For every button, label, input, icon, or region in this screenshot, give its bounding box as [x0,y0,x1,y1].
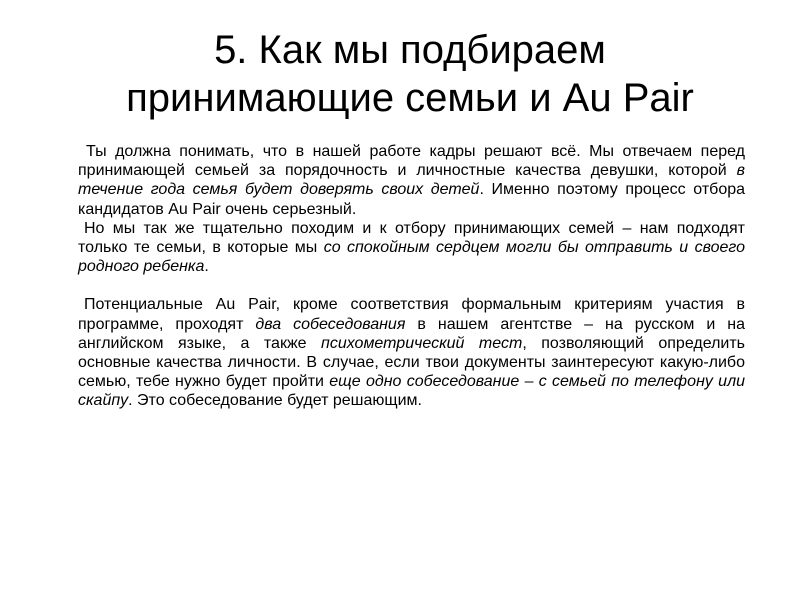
p1-text-1: Ты должна понимать, что в нашей работе кадры решают всё. Мы отвечаем перед принимающей семьей за порядочность и личностные качества девушки, которой [78,143,745,180]
title-line-2: принимающие семьи и Au Pair [126,76,694,120]
paragraph-selection-families [78,219,745,277]
p3-italic-1: два собеседования [255,315,406,333]
slide-body [78,142,745,411]
slide-title [60,26,760,122]
p3-italic-2: психометрический тест [321,334,523,352]
p2-italic-1: со спокойным сердцем могли бы отправить и своего родного ребенка [78,239,745,276]
p3-text-4: . Это собеседование будет решающим. [128,392,422,410]
p1-text-2: . Именно поэтому процесс отбора кандидатов Au Pair очень серьезный. [78,181,746,218]
p2-text-1: Но мы так же тщательно походим и к отбору принимающих семей – нам подходят только те семьи, в которые мы [78,219,745,257]
p1-italic-1: в течение года семья будет доверять своих детей [78,162,745,199]
paragraph-selection-girls [78,142,745,219]
p3-text-1: Потенциальные Au Pair, кроме соответствия формальным критериям участия в программе, проходят [78,296,745,333]
p3-text-3: , позволяющий определить основные качества личности. В случае, если твои документы заинтересуют какую-либо семью, тебе нужно будет пройти [78,334,746,391]
p3-italic-3: еще одно собеседование – с семьей по телефону или скайпу [78,373,745,410]
p3-text-2: в нашем агентстве – на русском и на английском языке, а также [78,315,746,352]
paragraph-interviews [78,295,745,410]
p2-text-2: . [204,258,209,276]
title-line-1: 5. Как мы подбираем [214,28,606,72]
